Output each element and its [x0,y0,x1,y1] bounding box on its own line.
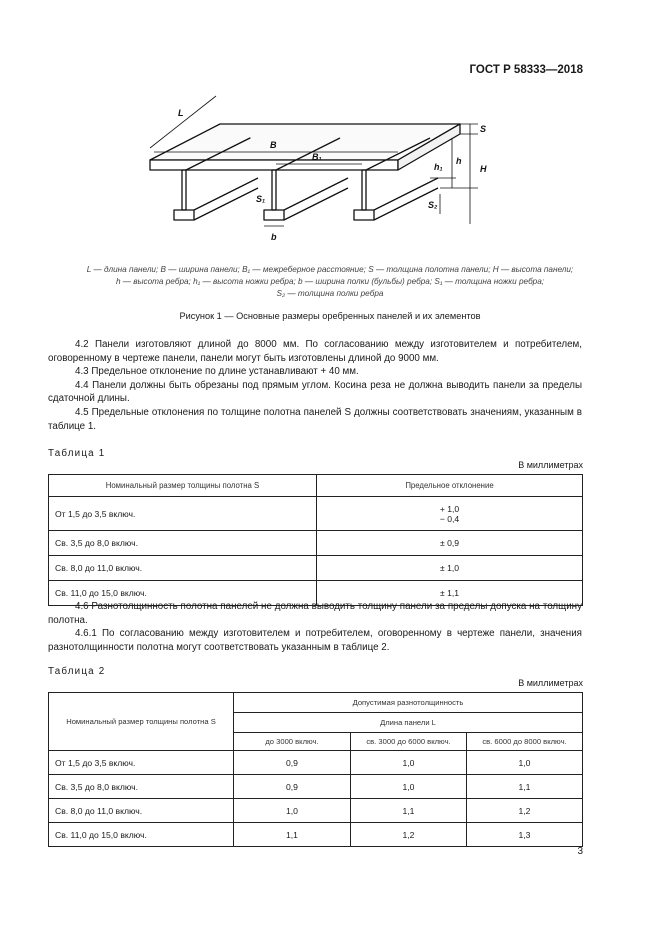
legend-line-3: S₂ — толщина полки ребра [276,289,384,298]
figure-legend [50,264,610,300]
table1-cell: ± 1,1 [317,581,583,606]
fig-label-b: b [271,232,277,242]
table-row [49,823,583,847]
table2-cell: Св. 11,0 до 15,0 включ. [49,823,234,847]
table-row [49,751,583,775]
table2-cell: Св. 8,0 до 11,0 включ. [49,799,234,823]
table1-units: В миллиметрах [518,460,583,470]
fig-label-S: S [480,124,487,134]
table2-label: Таблица 2 [48,666,106,677]
fig-label-S2: S₂ [428,200,438,210]
table2-header-size: Номинальный размер толщины полотна S [49,693,234,751]
table2-header-variation: Допустимая разнотолщинность [234,693,583,713]
para-4-4: 4.4 Панели должны быть обрезаны под прямым углом. Косина реза не должна выводить панели за пределы сдаточной длины. [48,379,582,405]
fig-label-B1: B₁ [312,152,322,162]
table-row [49,799,583,823]
fig-label-S1: S₁ [256,194,266,204]
fig-label-h1: h₁ [434,162,443,172]
table2-cell: От 1,5 до 3,5 включ. [49,751,234,775]
table1-label: Таблица 1 [48,448,106,459]
table1-cell: От 1,5 до 3,5 включ. [49,497,317,531]
table-row [49,556,583,581]
table-row [49,497,583,531]
table1-cell: Св. 8,0 до 11,0 включ. [49,556,317,581]
legend-line-2: h — высота ребра; h₁ — высота ножки ребра; b — ширина полки (бульбы) ребра; S₁ — толщина ножки ребра; [115,277,545,286]
table2-subheader: св. 6000 до 8000 включ. [467,733,583,751]
table2-header-length: Длина панели L [234,713,583,733]
table-row [49,531,583,556]
deviation-minus: − 0,4 [439,513,460,524]
table1-header-deviation: Предельное отклонение [317,475,583,497]
table1-header-size: Номинальный размер толщины полотна S [49,475,317,497]
fig-label-H: H [480,164,487,174]
legend-line-1: L — длина панели; B — ширина панели; B₁ — межреберное расстояние; S — толщина полотна панели; H — высота панели; [86,265,574,274]
para-4-6-1: 4.6.1 По согласованию между изготовителем и потребителем, оговоренному в чертеже панели, значения разнотолщинности полотна могут соответствовать указанным в таблице 2. [48,628,582,653]
table2-cell: 1,0 [351,775,467,799]
figure-caption: Рисунок 1 — Основные размеры оребренных панелей и их элементов [179,311,481,321]
table2-cell: 1,0 [234,799,351,823]
table1-cell: ± 1,0 [317,556,583,581]
table-2 [48,692,583,847]
table2-cell: 1,2 [467,799,583,823]
table1-cell: ± 0,9 [317,531,583,556]
table2-cell: 0,9 [234,751,351,775]
table2-cell: 0,9 [234,775,351,799]
table2-subheader: св. 3000 до 6000 включ. [351,733,467,751]
table2-cell: 1,0 [467,751,583,775]
table1-cell: Св. 3,5 до 8,0 включ. [49,531,317,556]
table2-cell: 1,0 [351,751,467,775]
table2-cell: 1,1 [351,799,467,823]
table-row [49,775,583,799]
page-number: 3 [577,846,583,857]
table2-cell: 1,1 [467,775,583,799]
para-4-2: 4.2 Панели изготовляют длиной до 8000 мм. По согласованию между изготовителем и потребителем, оговоренному в чертеже панели, панели могут быть изготовлены длиной до 9000 мм. [48,339,582,364]
section-4-6 [48,600,582,654]
standard-header: ГОСТ Р 58333—2018 [469,64,583,76]
fig-label-h: h [456,156,462,166]
table1-cell [317,497,583,531]
deviation-plus: + 1,0 [439,503,460,514]
table2-subheader: до 3000 включ. [234,733,351,751]
table2-units: В миллиметрах [518,678,583,688]
table-1 [48,474,583,606]
ribbed-panel-figure [140,88,500,258]
table2-cell: 1,2 [351,823,467,847]
table1-cell: Св. 11,0 до 15,0 включ. [49,581,317,606]
fig-label-L: L [178,108,184,118]
para-4-5: 4.5 Предельные отклонения по толщине полотна панелей S должны соответствовать значениям, указанным в таблице 1. [48,406,582,432]
table2-cell: Св. 3,5 до 8,0 включ. [49,775,234,799]
fig-label-B: B [270,140,277,150]
table2-cell: 1,3 [467,823,583,847]
table2-cell: 1,1 [234,823,351,847]
para-4-3: 4.3 Предельное отклонение по длине устанавливают + 40 мм. [75,366,359,378]
section-4-2-to-4-5 [48,338,582,433]
para-4-6: 4.6 Разнотолщинность полотна панелей не должна выводить толщину панели за пределы допуска на толщину полотна. [48,601,582,626]
